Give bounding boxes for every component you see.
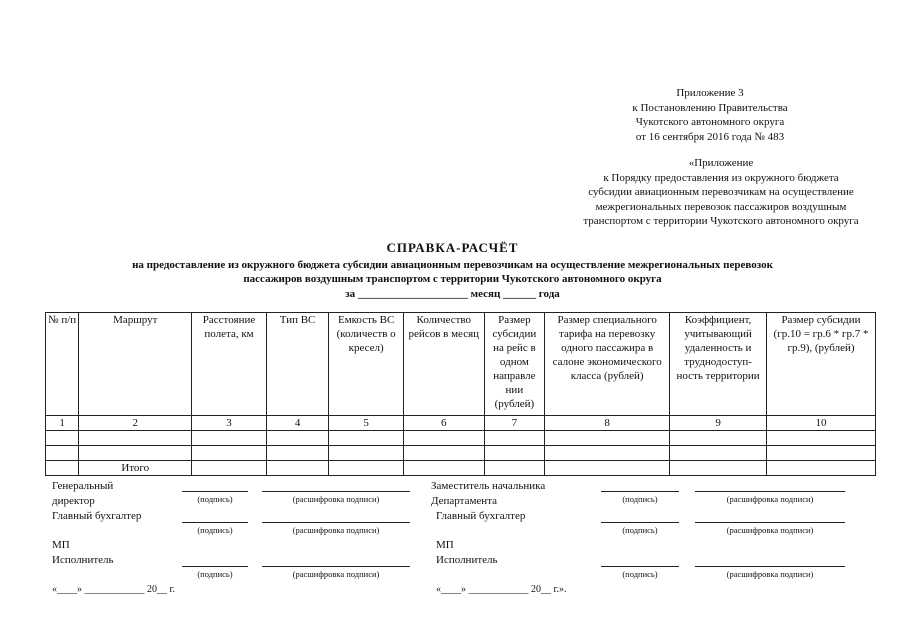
header-cell: № п/п — [46, 313, 79, 416]
column-number: 1 — [46, 416, 79, 431]
table-cell[interactable] — [329, 446, 404, 461]
column-number: 4 — [266, 416, 329, 431]
decoding-caption: (расшифровка подписи) — [292, 525, 380, 535]
signature-caption: (подпись) — [622, 525, 658, 535]
signature-line[interactable] — [601, 566, 679, 567]
table-total-row — [46, 461, 876, 476]
column-number: 8 — [545, 416, 670, 431]
appendix-line: субсидии авиационным перевозчикам на осуществление — [588, 186, 854, 198]
table-cell — [46, 461, 79, 476]
header-cell: Количество рейсов в месяц — [403, 313, 484, 416]
signature-caption: (подпись) — [197, 525, 233, 535]
appendix-line: транспортом с территории Чукотского автономного округа — [583, 215, 859, 227]
table-cell[interactable] — [670, 431, 767, 446]
table-header-row — [46, 313, 876, 416]
signature-line[interactable] — [182, 522, 248, 523]
decoding-caption: (расшифровка подписи) — [292, 494, 380, 504]
deputy-head-label-1: Заместитель начальника — [431, 480, 546, 492]
document-subtitle: на предоставление из окружного бюджета субсидии авиационным перевозчикам на осуществление межрегиональных перевозок — [132, 259, 773, 271]
table-cell[interactable] — [46, 431, 79, 446]
header-cell: Маршрут — [79, 313, 192, 416]
table-cell[interactable] — [403, 431, 484, 446]
table-cell[interactable] — [266, 461, 329, 476]
table-cell[interactable] — [403, 446, 484, 461]
document-subtitle: пассажиров воздушным транспортом с территории Чукотского автономного округа — [243, 273, 662, 285]
signature-caption: (подпись) — [622, 569, 658, 579]
table-cell[interactable] — [329, 431, 404, 446]
header-cell: Размер субсидии (гр.10 = гр.6 * гр.7 * гр.9), (рублей) — [767, 313, 876, 416]
header-cell: Коэффициент, учитывающий удаленность и труднодоступ-ность территории — [670, 313, 767, 416]
table-cell[interactable] — [767, 446, 876, 461]
column-number: 3 — [192, 416, 267, 431]
general-director-label-2: директор — [52, 495, 95, 507]
table-cell[interactable] — [545, 461, 670, 476]
table-cell[interactable] — [545, 431, 670, 446]
decoding-caption: (расшифровка подписи) — [726, 525, 814, 535]
appendix-line: «Приложение — [688, 157, 754, 169]
table-cell[interactable] — [670, 461, 767, 476]
decoding-caption: (расшифровка подписи) — [726, 569, 814, 579]
total-label: Итого — [79, 461, 192, 476]
signature-line[interactable] — [601, 522, 679, 523]
signature-line[interactable] — [601, 491, 679, 492]
document-title: СПРАВКА-РАСЧЁТ — [386, 240, 519, 255]
table-cell[interactable] — [79, 431, 192, 446]
decoding-line[interactable] — [262, 491, 410, 492]
table-cell[interactable] — [545, 446, 670, 461]
table-cell[interactable] — [266, 446, 329, 461]
table-row — [46, 431, 876, 446]
table-cell[interactable] — [484, 461, 545, 476]
decoding-line[interactable] — [695, 566, 845, 567]
chief-accountant-label: Главный бухгалтер — [436, 510, 526, 522]
column-number-row — [46, 416, 876, 431]
appendix-line: от 16 сентября 2016 года № 483 — [635, 130, 785, 143]
decoding-line[interactable] — [695, 491, 845, 492]
appendix-line: к Постановлению Правительства — [632, 101, 788, 114]
appendix-line: к Порядку предоставления из окружного бюджета — [603, 171, 839, 184]
header-cell: Размер субсидии на рейс в одном направле нии (рублей) — [484, 313, 545, 416]
appendix-line: Приложение 3 — [676, 87, 744, 99]
table-row — [46, 446, 876, 461]
chief-accountant-label: Главный бухгалтер — [52, 510, 142, 522]
header-cell: Емкость ВС (количеств о кресел) — [329, 313, 404, 416]
table-cell[interactable] — [484, 446, 545, 461]
appendix-header — [560, 86, 860, 144]
decoding-line[interactable] — [262, 566, 410, 567]
decoding-caption: (расшифровка подписи) — [292, 569, 380, 579]
column-number: 7 — [484, 416, 545, 431]
decoding-caption: (расшифровка подписи) — [726, 494, 814, 504]
general-director-label-1: Генеральный — [52, 480, 114, 492]
appendix-line: Чукотского автономного округа — [635, 116, 785, 128]
header-cell: Размер специального тарифа на перевозку одного пассажира в салоне экономического класса (рублей) — [545, 313, 670, 416]
date-field[interactable]: «____» ____________ 20__ г.». — [436, 584, 567, 595]
table-cell[interactable] — [192, 461, 267, 476]
table-cell[interactable] — [46, 446, 79, 461]
executor-label: Исполнитель — [436, 554, 498, 566]
table-cell[interactable] — [266, 431, 329, 446]
decoding-line[interactable] — [262, 522, 410, 523]
signature-caption: (подпись) — [197, 494, 233, 504]
signature-line[interactable] — [182, 491, 248, 492]
table-cell[interactable] — [403, 461, 484, 476]
column-number: 5 — [329, 416, 404, 431]
column-number: 2 — [79, 416, 192, 431]
header-cell: Тип ВС — [266, 313, 329, 416]
table-cell[interactable] — [767, 431, 876, 446]
table-cell[interactable] — [767, 461, 876, 476]
table-cell[interactable] — [329, 461, 404, 476]
signature-line[interactable] — [182, 566, 248, 567]
date-field[interactable]: «____» ____________ 20__ г. — [52, 584, 175, 595]
table-cell[interactable] — [484, 431, 545, 446]
column-number: 6 — [403, 416, 484, 431]
signature-caption: (подпись) — [622, 494, 658, 504]
calculation-table — [45, 312, 876, 476]
deputy-head-label-2: Департамента — [431, 495, 498, 507]
table-cell[interactable] — [192, 446, 267, 461]
document-period: за ____________________ месяц ______ года — [345, 288, 560, 300]
signature-caption: (подпись) — [197, 569, 233, 579]
decoding-line[interactable] — [695, 522, 845, 523]
seal-label: МП — [52, 539, 70, 551]
appendix-line: межрегиональных перевозок пассажиров воздушным — [595, 200, 847, 213]
table-cell[interactable] — [79, 446, 192, 461]
table-cell[interactable] — [192, 431, 267, 446]
table-cell[interactable] — [670, 446, 767, 461]
executor-label: Исполнитель — [52, 554, 114, 566]
column-number: 9 — [670, 416, 767, 431]
header-cell: Расстояние полета, км — [192, 313, 267, 416]
appendix-inner-header — [556, 156, 886, 229]
column-number: 10 — [767, 416, 876, 431]
seal-label: МП — [436, 539, 454, 551]
